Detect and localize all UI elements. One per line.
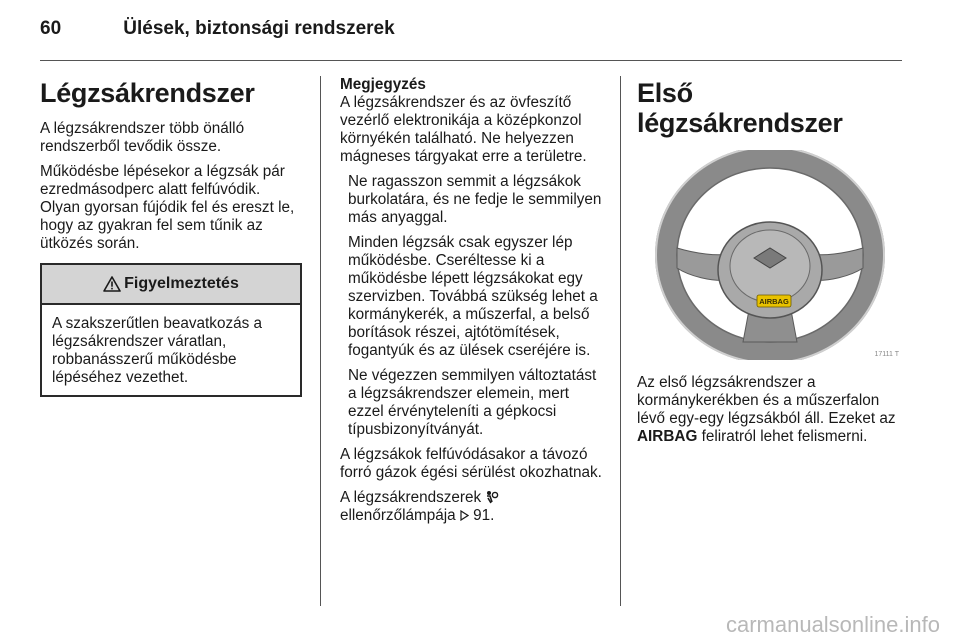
indicator-text-post: ellenőrzőlámpája bbox=[340, 507, 456, 524]
warning-triangle-icon bbox=[103, 276, 121, 292]
watermark: carmanualsonline.info bbox=[725, 612, 940, 637]
warning-box bbox=[40, 263, 302, 397]
burn-paragraph: A légzsákok felfúvódásakor a távozó forró gázok égési sérülést okozhatnak. bbox=[340, 446, 602, 481]
indicator-paragraph bbox=[340, 489, 604, 525]
front-airbag-text-post: feliratról lehet felismerni. bbox=[701, 428, 868, 445]
page-header bbox=[40, 18, 395, 40]
page-reference-arrow-icon bbox=[460, 510, 469, 521]
function-paragraph: Működésbe lépésekor a légzsák pár ezredmásodperc alatt felfúvódik. Olyan gyorsan fújódik fel és ereszt le, hogy az gyakran fel sem tűnik az ütközés során. bbox=[40, 163, 295, 252]
header-rule bbox=[40, 60, 902, 61]
airbag-warning-icon bbox=[485, 490, 499, 504]
column-middle bbox=[340, 76, 604, 532]
front-airbag-text-pre: Az első légzsákrendszer a kormánykerékben és a műszerfalon lévő egy-egy légzsákból áll. Ezeket az bbox=[637, 374, 896, 427]
steering-wheel-illustration bbox=[637, 150, 902, 360]
note-title: Megjegyzés bbox=[340, 76, 426, 93]
column-right bbox=[637, 76, 902, 453]
page-reference[interactable]: 91. bbox=[473, 507, 495, 524]
warning-header bbox=[42, 265, 300, 305]
chapter-title: Ülések, biztonsági rendszerek bbox=[123, 18, 395, 39]
intro-paragraph: A légzsákrendszer több önálló rendszerből tevődik össze. bbox=[40, 120, 245, 155]
warning-body: A szakszerűtlen beavatkozás a légzsákrendszer váratlan, robbanásszerű működésbe lépéséhez vezethet. bbox=[52, 315, 263, 386]
column-divider-2 bbox=[620, 76, 621, 606]
section-heading-front-airbag: Első légzsákrendszer bbox=[637, 78, 843, 138]
note-paragraph-3: Minden légzsák csak egyszer lép működésbe. Cseréltesse ki a működésbe lépett légzsákokat egy szervizben. Továbbá szükség lehet a kormánykerék, a műszerfal, a belső borítások részei, ajtótömítések, fogantyúk és az ülések cseréjére is. bbox=[348, 234, 598, 359]
note-paragraph-1: A légzsákrendszer és az övfeszítő vezérlő elektronikája a középkonzol környékén található. Ne helyezzen mágneses tárgyakat erre a területre. bbox=[340, 94, 587, 165]
indicator-text-pre: A légzsákrendszerek bbox=[340, 489, 482, 506]
airbag-label-bold: AIRBAG bbox=[637, 428, 698, 445]
warning-title: Figyelmeztetés bbox=[124, 275, 239, 292]
column-divider-1 bbox=[320, 76, 321, 606]
section-heading-airbag-system: Légzsákrendszer bbox=[40, 78, 255, 108]
page-number: 60 bbox=[40, 18, 62, 39]
column-left bbox=[40, 76, 302, 397]
airbag-badge-text: AIRBAG bbox=[759, 297, 789, 306]
image-code: 17111 T bbox=[874, 351, 899, 358]
front-airbag-paragraph bbox=[637, 374, 902, 446]
note-paragraph-2: Ne ragasszon semmit a légzsákok burkolatára, és ne fedje le semmilyen más anyaggal. bbox=[348, 173, 602, 226]
note-paragraph-4: Ne végezzen semmilyen változtatást a légzsákrendszer elemein, mert ezzel érvényteleníti a gépkocsi típusbizonyítványát. bbox=[348, 367, 597, 438]
